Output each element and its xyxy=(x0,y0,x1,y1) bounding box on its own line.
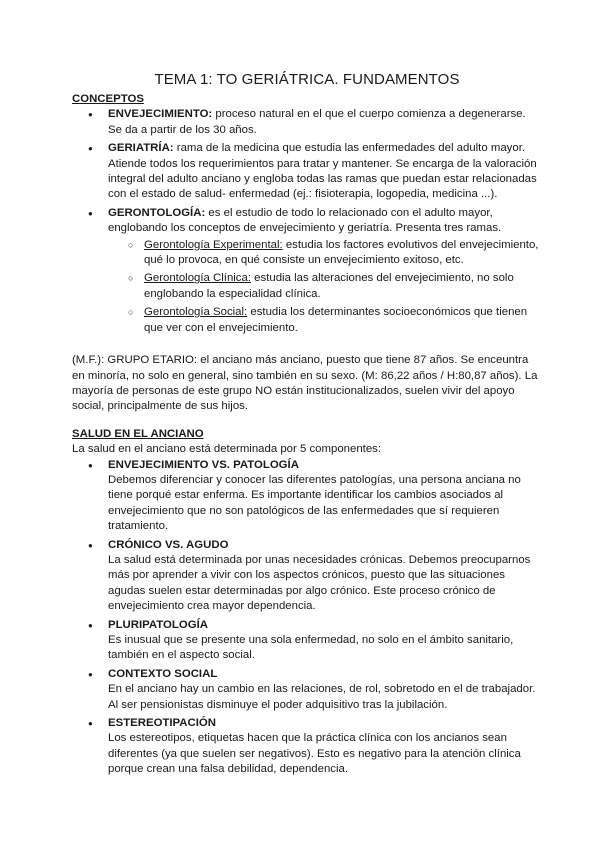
conceptos-list xyxy=(72,107,542,336)
list-item xyxy=(72,618,542,664)
page-title: TEMA 1: TO GERIÁTRICA. FUNDAMENTOS xyxy=(154,71,460,88)
definition-text: estudia las alteraciones del envejecimiento, no solo englobando la especialidad clínica. xyxy=(144,272,514,300)
list-item xyxy=(72,107,542,138)
section-heading-conceptos: CONCEPTOS xyxy=(72,93,144,105)
sub-list-item xyxy=(108,238,542,269)
list-item xyxy=(72,206,542,336)
salud-list xyxy=(72,458,542,778)
definition-text: proceso natural en el que el cuerpo comienza a degenerarse. Se da a partir de los 30 años. xyxy=(108,108,526,136)
document-page xyxy=(72,70,542,781)
term-label: ENVEJECIMIENTO: xyxy=(108,108,213,121)
component-text: Es inusual que se presente una sola enfermedad, no solo en el ámbito sanitario, también en el aspecto social. xyxy=(108,634,514,662)
component-title: ● PLURIPATOLOGÍA xyxy=(108,618,208,631)
component-title: ● ENVEJECIMIENTO VS. PATOLOGÍA xyxy=(108,458,299,471)
definition-text: estudia los determinantes socioeconómicos que tienen que ver con el envejecimiento. xyxy=(144,306,528,334)
subterm-label: Gerontología Social: xyxy=(144,306,248,319)
subterm-label: Gerontología Experimental: xyxy=(144,238,283,251)
term-label: GERIATRÍA: xyxy=(108,142,174,155)
component-title: ● CRÓNICO VS. AGUDO xyxy=(108,538,229,551)
component-text: Debemos diferenciar y conocer las diferentes patologías, una persona anciana no tiene porqué estar enferma. Es importante identificar los cambios asociados al envejecimiento que no son patológicos de las enfermedades que sí requieren tratamiento. xyxy=(108,473,521,533)
definition-text: rama de la medicina que estudia las enfermedades del adulto mayor. Atiende todos los requerimientos para tratar y mantener. Se encarga de la valoración integral del adulto anciano y engloba todas las ramas que puedan estar relacionadas con el estado de salud- enfermedad (ej.: fisioterapia, logopedia, medicina ...). xyxy=(108,142,537,201)
component-title: ● CONTEXTO SOCIAL xyxy=(108,667,218,680)
gerontologia-subitems xyxy=(108,238,542,336)
definition-text: estudia los factores evolutivos del envejecimiento, qué lo provoca, en qué consiste un envejecimiento exitoso, etc. xyxy=(144,238,539,267)
component-text: En el anciano hay un cambio en las relaciones, de rol, sobretodo en el de trabajador. Al ser pensionistas disminuye el poder adquisitivo tras la jubilación. xyxy=(108,683,536,711)
component-title: ● ESTEREOTIPACIÓN xyxy=(108,717,217,730)
term-label: GERONTOLOGÍA: xyxy=(108,206,206,219)
list-item xyxy=(72,458,542,535)
list-item xyxy=(72,716,542,778)
component-text: Los estereotipos, etiquetas hacen que la práctica clínica con los ancianos sean diferentes (ya que suelen ser negativos). Esto es negativo para la atención clínica porque crean una falsa debilidad, dependencia. xyxy=(108,732,521,776)
subterm-label: Gerontología Clínica: xyxy=(144,272,252,285)
sub-list-item xyxy=(108,305,542,336)
definition-text: es el estudio de todo lo relacionado con el adulto mayor, englobando los conceptos de envejecimiento y geriatría. Presenta tres ramas. xyxy=(108,206,502,235)
sub-list-item xyxy=(108,271,542,302)
salud-intro: La salud en el anciano está determinada por 5 componentes: xyxy=(72,443,382,456)
component-text: La salud está determinada por unas necesidades crónicas. Debemos preocuparnos más por aprender a vivir con los aspectos crónicos, puesto que las situaciones agudas suelen estar determinadas por algo crónico. Este proceso crónico de envejecimiento crea mayor dependencia. xyxy=(108,553,531,613)
list-item xyxy=(72,667,542,713)
section-heading-salud: SALUD EN EL ANCIANO xyxy=(72,427,204,440)
list-item xyxy=(72,141,542,203)
grupo-etario-paragraph: (M.F.): GRUPO ETARIO: el anciano más anciano, puesto que tiene 87 años. Se enceuntra en minoría, no solo en general, sino también en su sexo. (M: 86,22 años / H:80,87 años). La mayoría de personas de este grupo NO están institucionalizados, suelen vivir del apoyo social, principalmente de sus hijos. xyxy=(72,354,538,413)
list-item xyxy=(72,538,542,615)
